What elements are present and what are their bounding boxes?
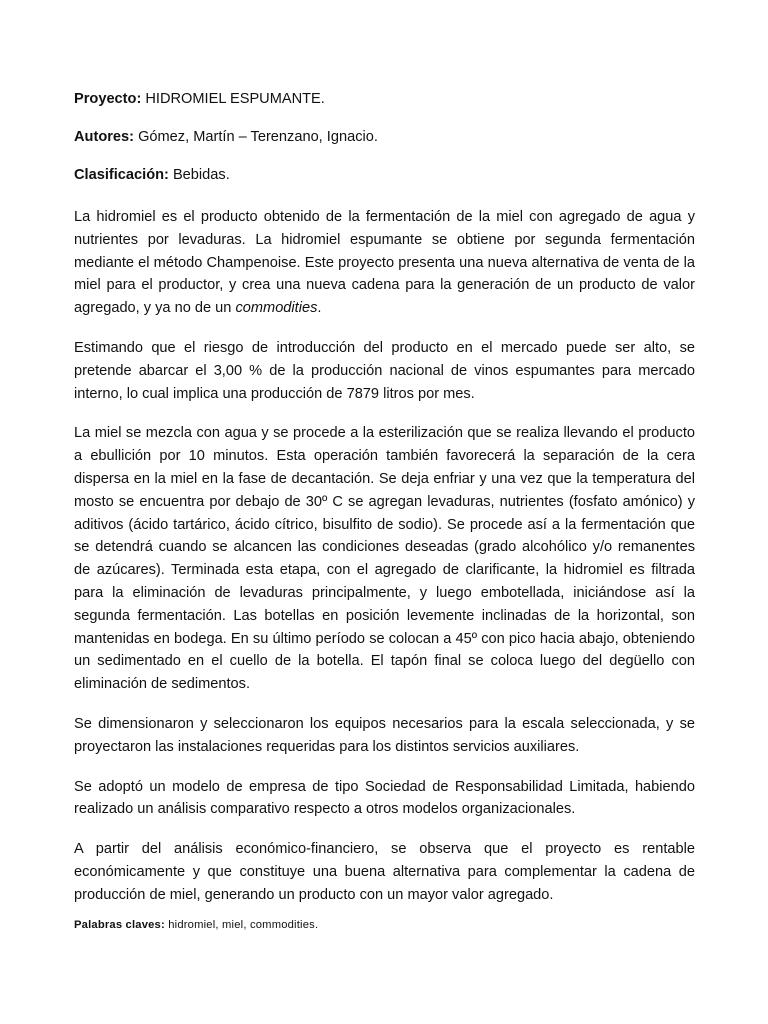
project-title: HIDROMIEL ESPUMANTE.: [145, 91, 325, 107]
paragraph-equipment: Se dimensionaron y seleccionaron los equipos necesarios para la escala seleccionada, y se proyectaron las instalaciones requeridas para los distintos servicios auxiliares.: [74, 715, 695, 755]
authors-label: Autores:: [74, 129, 134, 145]
authors-line: [74, 127, 695, 147]
paragraph-financial: A partir del análisis económico-financiero, se observa que el proyecto es rentable económicamente y que constituye una buena alternativa para complementar la cadena de producción de miel, generando un producto con un mayor valor agregado.: [74, 841, 695, 903]
project-label: Proyecto:: [74, 91, 142, 107]
paragraph-process: La miel se mezcla con agua y se procede a la esterilización que se realiza llevando el producto a ebullición por 10 minutos. Esta operación también favorecerá la separación de la cera dispersa en la miel en la fase de decantación. Se deja enfriar y una vez que la temperatura del mosto se encuentra por debajo de 30º C se agregan levaduras, nutrientes (fosfato amónico) y aditivos (ácido tartárico, ácido cítrico, bisulfito de sodio). Se procede así a la fermentación que se detendrá cuando se alcancen las condiciones deseadas (grado alcohólico y/o remanentes de azúcares). Terminada esta etapa, con el agregado de clarificante, la hidromiel es filtrada para la eliminación de levaduras principalmente, y luego embotellada, iniciándose así la segunda fermentación. Las botellas en posición levemente inclinadas de la horizontal, son mantenidas en bodega. En su último período se colocan a 45º con pico hacia abajo, obteniendo un sedimentado en el cuello de la botella. El tapón final se coloca luego del degüello con eliminación de sedimentos.: [74, 425, 695, 693]
classification-line: [74, 165, 695, 185]
paragraph-intro-text: La hidromiel es el producto obtenido de la fermentación de la miel con agregado de agua y nutrientes por levaduras. La hidromiel espumante se obtiene por segunda fermentación mediante el método Champenoise. Este proyecto presenta una nueva alternativa de venta de la miel para el productor, y crea una nueva cadena para la generación de un producto de valor agregado, y ya no de un: [74, 209, 695, 317]
project-line: [74, 89, 695, 109]
classification-label: Clasificación:: [74, 167, 169, 183]
classification-value: Bebidas.: [172, 167, 230, 183]
paragraph-intro-end: .: [317, 300, 322, 317]
paragraph-market: Estimando que el riesgo de introducción del producto en el mercado puede ser alto, se pretende abarcar el 3,00 % de la producción nacional de vinos espumantes para mercado interno, lo cual implica una producción de 7879 litros por mes.: [74, 339, 695, 402]
keywords-label: Palabras claves:: [74, 918, 165, 931]
paragraph-intro: [74, 206, 695, 320]
keywords-value: hidromiel, miel, commodities.: [168, 918, 319, 931]
keywords-line: [74, 917, 695, 933]
paragraph-intro-italic: commodities: [235, 300, 318, 317]
authors-value: Gómez, Martín – Terenzano, Ignacio.: [138, 129, 378, 145]
paragraph-company: Se adoptó un modelo de empresa de tipo Sociedad de Responsabilidad Limitada, habiendo realizado un análisis comparativo respecto a otros modelos organizacionales.: [74, 778, 695, 818]
